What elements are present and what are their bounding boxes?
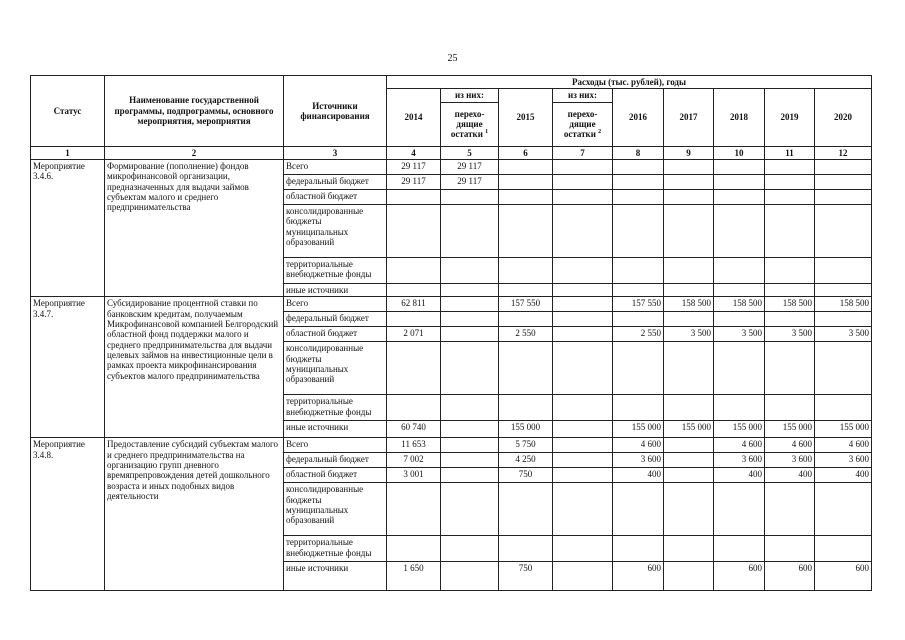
value-2020-cell [815, 342, 872, 395]
value-2018-cell: 4 600 [714, 438, 765, 453]
col-number: 6 [499, 146, 553, 159]
value-2016-cell [613, 258, 664, 284]
source-cell: областной бюджет [284, 468, 387, 483]
value-2017-cell [664, 258, 714, 284]
status-cell: Мероприятие 3.4.8. [31, 438, 105, 591]
value-2014-cell: 11 653 [387, 438, 441, 453]
value-2017-cell [664, 190, 714, 205]
source-cell: иные источники [284, 284, 387, 297]
value-2015-cell: 157 550 [499, 297, 553, 312]
value-2015-cell: 155 000 [499, 421, 553, 438]
value-2017-cell: 158 500 [664, 297, 714, 312]
header-year-2016: 2016 [613, 89, 664, 146]
value-2018-cell [714, 175, 765, 190]
remainder-2014-cell [441, 327, 499, 342]
value-2015-cell: 4 250 [499, 453, 553, 468]
value-2015-cell: 5 750 [499, 438, 553, 453]
value-2020-cell [815, 483, 872, 536]
col-number: 5 [441, 146, 499, 159]
source-cell: областной бюджет [284, 190, 387, 205]
value-2017-cell: 3 500 [664, 327, 714, 342]
value-2016-cell [613, 175, 664, 190]
remainder-2015-cell [553, 205, 613, 258]
source-cell: территориальные внебюджетные фонды [284, 536, 387, 562]
source-cell: иные источники [284, 421, 387, 438]
value-2015-cell [499, 483, 553, 536]
value-2020-cell: 4 600 [815, 438, 872, 453]
remainder-2015-cell [553, 438, 613, 453]
value-2015-cell [499, 175, 553, 190]
value-2019-cell [765, 342, 815, 395]
source-cell: федеральный бюджет [284, 453, 387, 468]
value-2020-cell: 158 500 [815, 297, 872, 312]
value-2014-cell [387, 258, 441, 284]
value-2015-cell [499, 312, 553, 327]
footnote-2: 2 [598, 129, 602, 136]
value-2019-cell [765, 175, 815, 190]
remainder-2014-cell [441, 205, 499, 258]
value-2020-cell [815, 284, 872, 297]
value-2016-cell [613, 190, 664, 205]
value-2016-cell [613, 536, 664, 562]
value-2018-cell [714, 483, 765, 536]
value-2017-cell [664, 160, 714, 175]
remainder-2014-cell [441, 483, 499, 536]
value-2018-cell [714, 342, 765, 395]
value-2016-cell: 2 550 [613, 327, 664, 342]
value-2016-cell: 155 000 [613, 421, 664, 438]
remainder-2014-cell [441, 438, 499, 453]
value-2014-cell: 29 117 [387, 160, 441, 175]
remainder-2015-cell [553, 562, 613, 591]
value-2019-cell: 3 500 [765, 327, 815, 342]
value-2014-cell: 3 001 [387, 468, 441, 483]
col-number: 4 [387, 146, 441, 159]
value-2016-cell: 600 [613, 562, 664, 591]
value-2016-cell: 3 600 [613, 453, 664, 468]
header-status: Статус [31, 76, 105, 147]
value-2018-cell [714, 258, 765, 284]
remainder-2015-cell [553, 190, 613, 205]
remainder-2014-cell [441, 468, 499, 483]
value-2016-cell [613, 342, 664, 395]
value-2016-cell [613, 483, 664, 536]
remainder-2015-cell [553, 395, 613, 421]
col-number: 3 [284, 146, 387, 159]
header-year-2014: 2014 [387, 89, 441, 146]
footnote-1: 1 [485, 129, 489, 136]
source-cell: федеральный бюджет [284, 175, 387, 190]
remainder-2015-cell [553, 327, 613, 342]
value-2016-cell: 157 550 [613, 297, 664, 312]
value-2015-cell: 750 [499, 468, 553, 483]
source-cell: иные источники [284, 562, 387, 591]
table-row [31, 438, 872, 453]
source-cell: территориальные внебюджетные фонды [284, 258, 387, 284]
page-number: 25 [447, 53, 458, 64]
source-cell: областной бюджет [284, 327, 387, 342]
value-2020-cell [815, 312, 872, 327]
header-expenses: Расходы (тыс. рублей), годы [387, 76, 872, 89]
value-2020-cell [815, 175, 872, 190]
value-2020-cell: 600 [815, 562, 872, 591]
value-2014-cell [387, 284, 441, 297]
header-transitional-2014 [441, 102, 499, 146]
value-2015-cell [499, 205, 553, 258]
value-2017-cell [664, 175, 714, 190]
remainder-2015-cell [553, 421, 613, 438]
source-cell: консолидированные бюджеты муниципальных образований [284, 342, 387, 395]
source-cell: Всего [284, 438, 387, 453]
value-2014-cell: 1 650 [387, 562, 441, 591]
header-year-2015: 2015 [499, 89, 553, 146]
col-number: 8 [613, 146, 664, 159]
col-number: 2 [105, 146, 284, 159]
col-number: 11 [765, 146, 815, 159]
value-2019-cell: 158 500 [765, 297, 815, 312]
value-2016-cell [613, 312, 664, 327]
header-year-2019: 2019 [765, 89, 815, 146]
col-number: 10 [714, 146, 765, 159]
value-2019-cell: 600 [765, 562, 815, 591]
value-2017-cell [664, 453, 714, 468]
header-transitional-2015 [553, 102, 613, 146]
status-cell: Мероприятие 3.4.6. [31, 160, 105, 297]
value-2018-cell: 400 [714, 468, 765, 483]
value-2019-cell: 400 [765, 468, 815, 483]
remainder-2014-cell: 29 117 [441, 160, 499, 175]
value-2017-cell: 155 000 [664, 421, 714, 438]
value-2015-cell [499, 342, 553, 395]
value-2015-cell: 750 [499, 562, 553, 591]
source-cell: Всего [284, 297, 387, 312]
value-2017-cell [664, 483, 714, 536]
header-name: Наименование государственной программы, подпрограммы, основного мероприятия, мероприятия [105, 76, 284, 147]
remainder-2014-cell [441, 284, 499, 297]
value-2018-cell [714, 395, 765, 421]
value-2018-cell: 600 [714, 562, 765, 591]
value-2019-cell [765, 395, 815, 421]
table-header [31, 76, 872, 160]
value-2014-cell [387, 395, 441, 421]
value-2019-cell [765, 205, 815, 258]
value-2017-cell [664, 536, 714, 562]
value-2018-cell [714, 205, 765, 258]
source-cell: федеральный бюджет [284, 312, 387, 327]
value-2017-cell [664, 205, 714, 258]
remainder-2014-cell [441, 562, 499, 591]
value-2020-cell: 155 000 [815, 421, 872, 438]
value-2018-cell: 3 500 [714, 327, 765, 342]
header-year-2017: 2017 [664, 89, 714, 146]
value-2014-cell [387, 190, 441, 205]
value-2019-cell [765, 536, 815, 562]
header-of-them-2014: из них: [441, 89, 499, 102]
header-transitional-label: перехо-дящие остатки [563, 108, 598, 140]
value-2020-cell [815, 160, 872, 175]
budget-table [30, 75, 872, 591]
remainder-2014-cell [441, 190, 499, 205]
col-number: 1 [31, 146, 105, 159]
value-2014-cell: 29 117 [387, 175, 441, 190]
remainder-2014-cell [441, 297, 499, 312]
remainder-2015-cell [553, 175, 613, 190]
col-number: 7 [553, 146, 613, 159]
header-year-2020: 2020 [815, 89, 872, 146]
value-2018-cell: 155 000 [714, 421, 765, 438]
value-2016-cell: 4 600 [613, 438, 664, 453]
value-2017-cell [664, 342, 714, 395]
table-row [31, 297, 872, 312]
value-2014-cell: 62 811 [387, 297, 441, 312]
remainder-2014-cell [441, 258, 499, 284]
remainder-2015-cell [553, 453, 613, 468]
value-2016-cell [613, 160, 664, 175]
column-numbers-row [31, 146, 872, 159]
value-2019-cell: 4 600 [765, 438, 815, 453]
header-of-them-2015: из них: [553, 89, 613, 102]
remainder-2014-cell: 29 117 [441, 175, 499, 190]
remainder-2015-cell [553, 258, 613, 284]
header-year-2018: 2018 [714, 89, 765, 146]
remainder-2014-cell [441, 312, 499, 327]
value-2016-cell: 400 [613, 468, 664, 483]
value-2017-cell [664, 562, 714, 591]
value-2020-cell [815, 395, 872, 421]
remainder-2014-cell [441, 342, 499, 395]
col-number: 9 [664, 146, 714, 159]
remainder-2015-cell [553, 297, 613, 312]
remainder-2014-cell [441, 453, 499, 468]
value-2018-cell [714, 536, 765, 562]
value-2017-cell [664, 438, 714, 453]
value-2019-cell: 155 000 [765, 421, 815, 438]
value-2016-cell [613, 205, 664, 258]
value-2020-cell: 400 [815, 468, 872, 483]
value-2018-cell [714, 160, 765, 175]
value-2020-cell [815, 258, 872, 284]
remainder-2015-cell [553, 536, 613, 562]
value-2014-cell [387, 536, 441, 562]
remainder-2015-cell [553, 284, 613, 297]
value-2015-cell: 2 550 [499, 327, 553, 342]
value-2019-cell [765, 284, 815, 297]
value-2016-cell [613, 395, 664, 421]
value-2014-cell [387, 483, 441, 536]
remainder-2014-cell [441, 421, 499, 438]
value-2016-cell [613, 284, 664, 297]
value-2018-cell: 158 500 [714, 297, 765, 312]
value-2019-cell [765, 160, 815, 175]
value-2019-cell [765, 483, 815, 536]
table-body [31, 160, 872, 591]
source-cell: консолидированные бюджеты муниципальных образований [284, 205, 387, 258]
value-2020-cell: 3 500 [815, 327, 872, 342]
source-cell: Всего [284, 160, 387, 175]
value-2017-cell [664, 312, 714, 327]
value-2019-cell: 3 600 [765, 453, 815, 468]
remainder-2015-cell [553, 342, 613, 395]
table-row [31, 160, 872, 175]
measure-name-cell: Предоставление субсидий субъектам малого и среднего предпринимательства на организацию групп дневного времяпрепровождения детей дошкольного возраста и иных подобных видов деятельности [105, 438, 284, 591]
value-2015-cell [499, 190, 553, 205]
source-cell: консолидированные бюджеты муниципальных образований [284, 483, 387, 536]
value-2015-cell [499, 258, 553, 284]
value-2015-cell [499, 284, 553, 297]
remainder-2015-cell [553, 468, 613, 483]
value-2015-cell [499, 395, 553, 421]
value-2017-cell [664, 395, 714, 421]
value-2014-cell [387, 342, 441, 395]
remainder-2014-cell [441, 536, 499, 562]
value-2018-cell: 3 600 [714, 453, 765, 468]
value-2018-cell [714, 190, 765, 205]
value-2015-cell [499, 536, 553, 562]
value-2014-cell [387, 205, 441, 258]
value-2014-cell: 7 002 [387, 453, 441, 468]
value-2014-cell: 60 740 [387, 421, 441, 438]
remainder-2015-cell [553, 160, 613, 175]
value-2015-cell [499, 160, 553, 175]
value-2014-cell: 2 071 [387, 327, 441, 342]
remainder-2015-cell [553, 483, 613, 536]
value-2018-cell [714, 312, 765, 327]
measure-name-cell: Субсидирование процентной ставки по банковским кредитам, получаемым Микрофинансовой компанией Белгородский областной фонд поддержки малого и среднего предпринимательства для выдачи целевых займов на инвестиционные цели в рамках проекта микрофинансирования субъектов малого предпринимательства [105, 297, 284, 438]
measure-name-cell: Формирование (пополнение) фондов микрофинансовой организации, предназначенных для выдачи займов субъектам малого и среднего предпринимательства [105, 160, 284, 297]
value-2018-cell [714, 284, 765, 297]
header-sources: Источники финансирования [284, 76, 387, 147]
value-2020-cell [815, 190, 872, 205]
value-2019-cell [765, 258, 815, 284]
header-transitional-label: перехо-дящие остатки [450, 108, 485, 140]
source-cell: территориальные внебюджетные фонды [284, 395, 387, 421]
status-cell: Мероприятие 3.4.7. [31, 297, 105, 438]
value-2020-cell [815, 536, 872, 562]
value-2017-cell [664, 284, 714, 297]
value-2019-cell [765, 312, 815, 327]
remainder-2014-cell [441, 395, 499, 421]
value-2020-cell [815, 205, 872, 258]
value-2017-cell [664, 468, 714, 483]
value-2014-cell [387, 312, 441, 327]
value-2020-cell: 3 600 [815, 453, 872, 468]
col-number: 12 [815, 146, 872, 159]
remainder-2015-cell [553, 312, 613, 327]
value-2019-cell [765, 190, 815, 205]
